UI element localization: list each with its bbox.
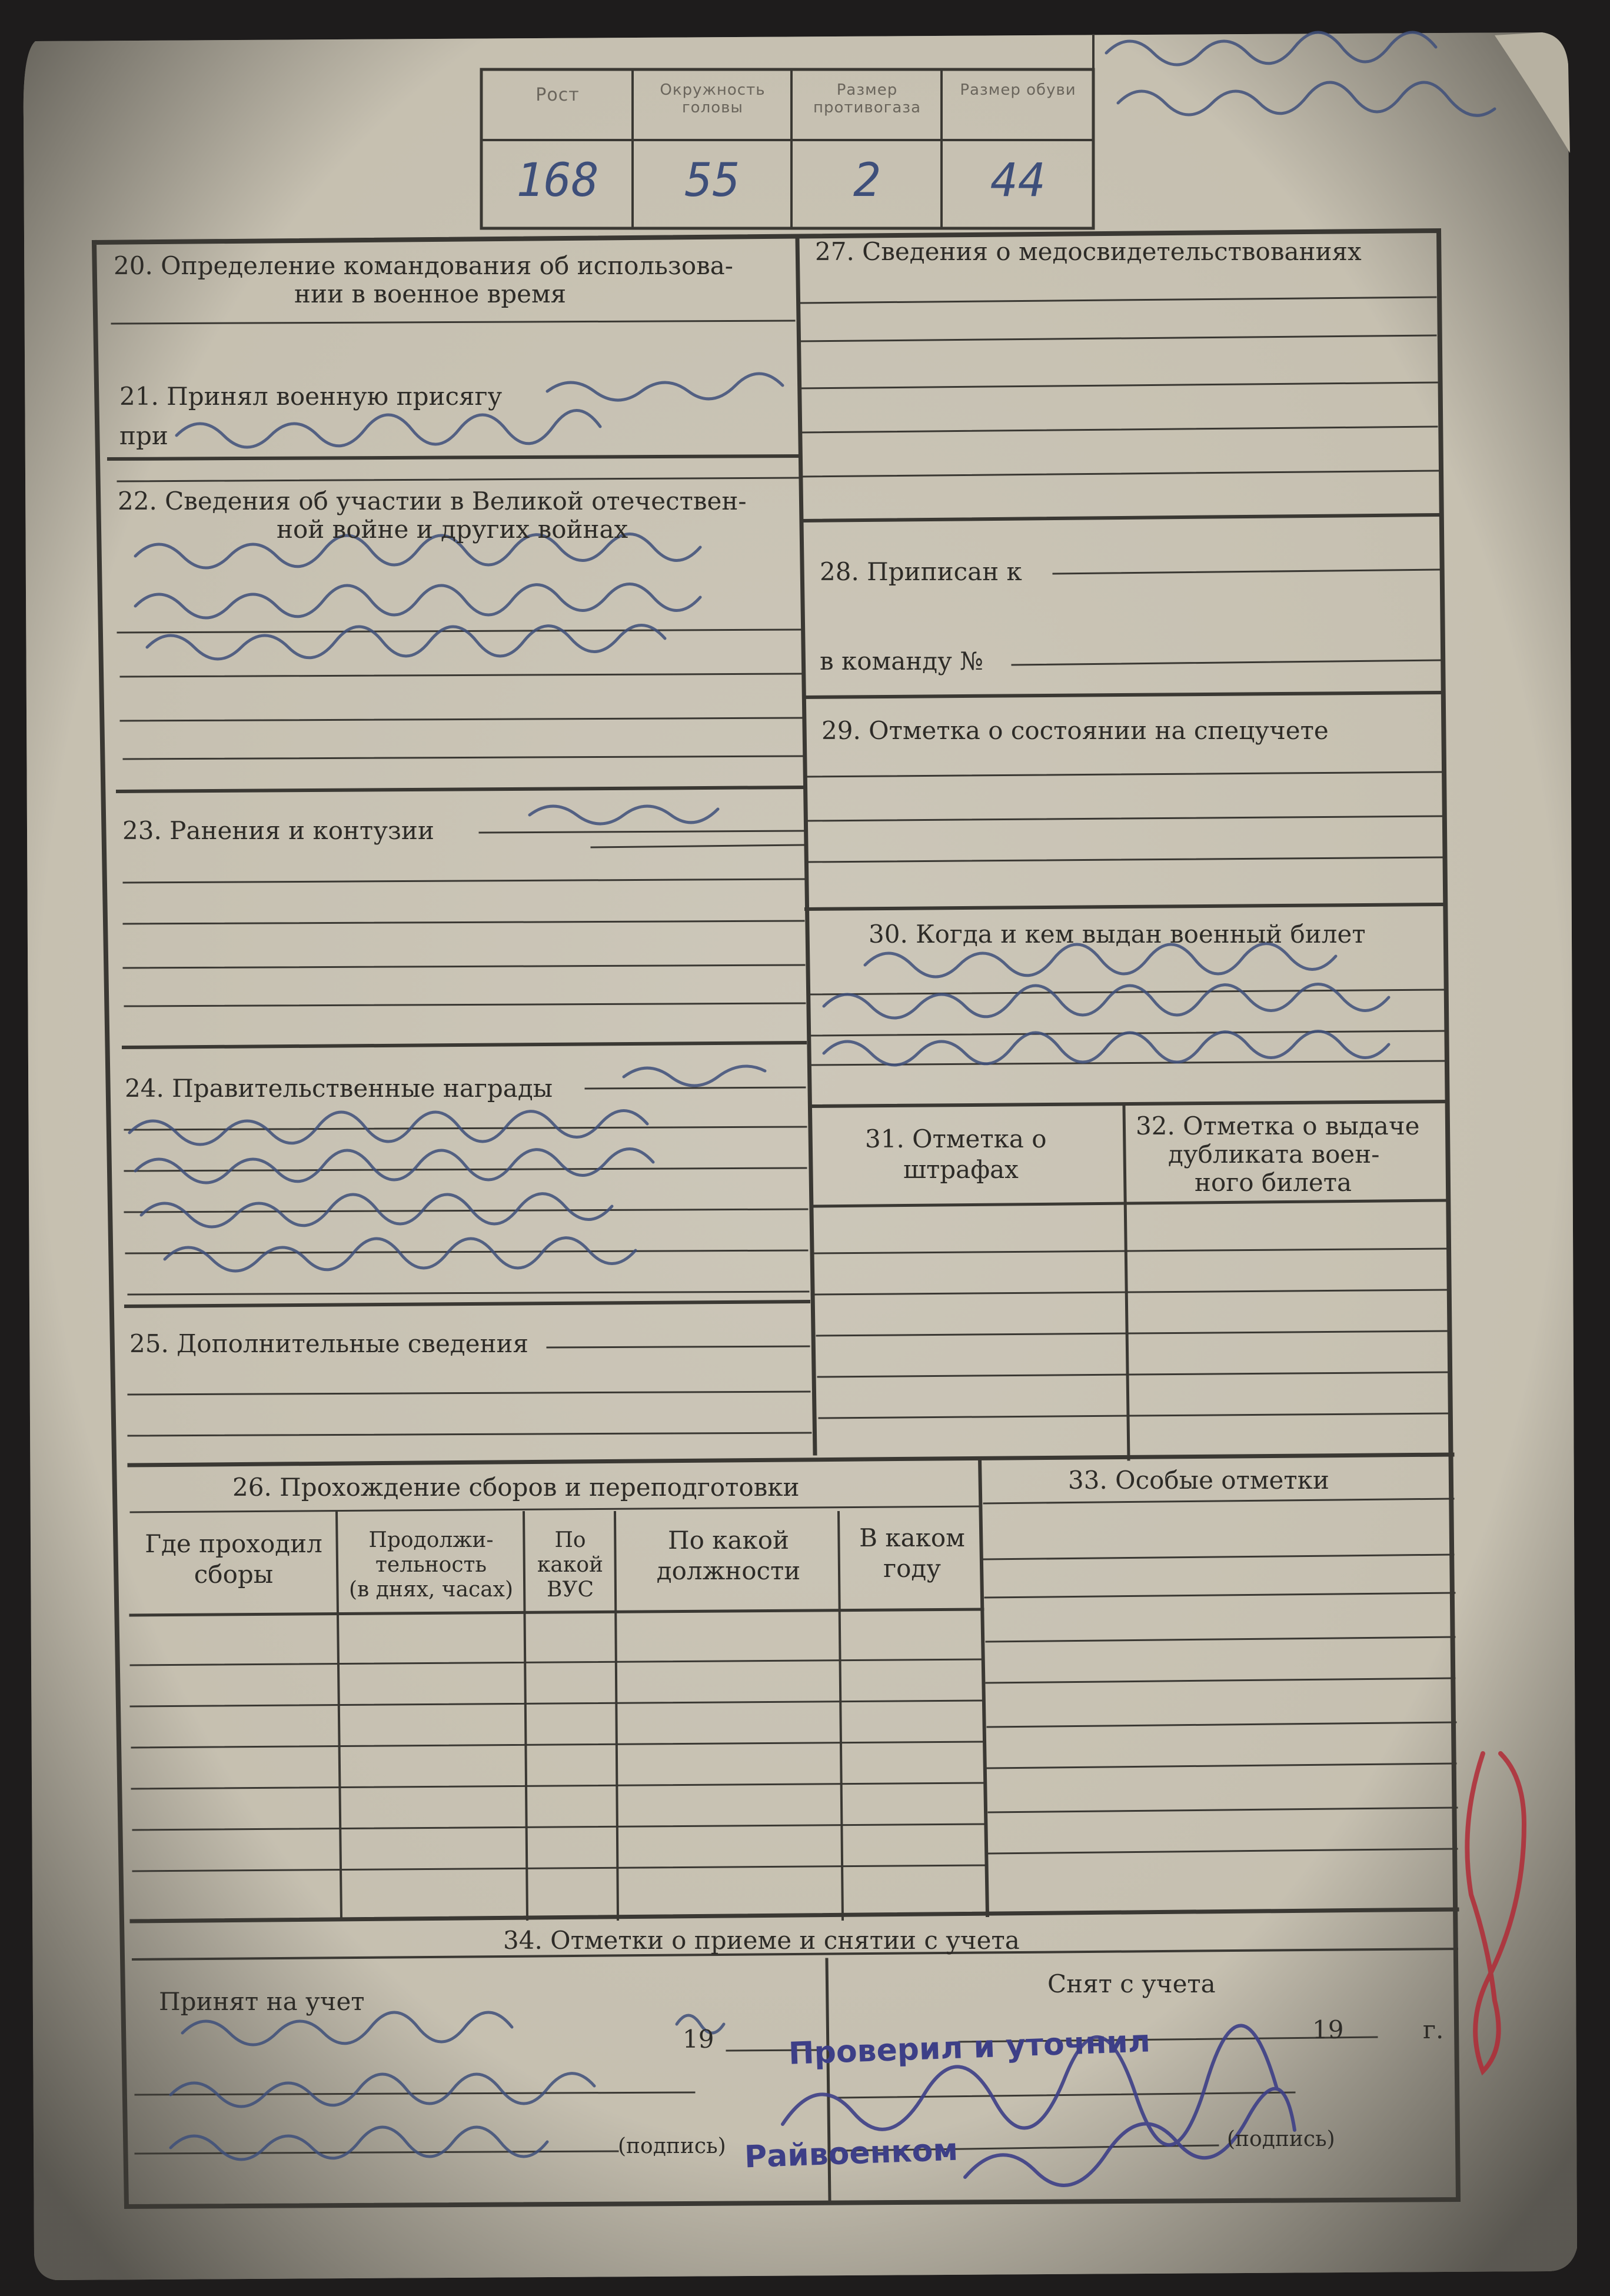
accepted-signature-caption: (подпись) bbox=[618, 2134, 726, 2158]
col-vus-b: какой bbox=[537, 1553, 604, 1577]
header-height: Рост bbox=[535, 85, 580, 105]
removed-signature-caption: (подпись) bbox=[1227, 2127, 1335, 2151]
header-head-circumference: Окружность головы bbox=[660, 81, 766, 117]
section-32-label: 32. Отметка о выдаче bbox=[1136, 1112, 1420, 1140]
section-31-label: 31. Отметка о bbox=[865, 1124, 1047, 1153]
section-20-label: 20. Определение командования об использова- bbox=[114, 251, 733, 280]
section-32-label-cont2: ного билета bbox=[1195, 1168, 1352, 1197]
section-21-label-cont: при bbox=[119, 421, 168, 450]
section-30-label: 30. Когда и кем выдан военный билет bbox=[869, 920, 1366, 949]
header-gasmask-size: Размер противогаза bbox=[813, 81, 922, 117]
section-22-label-cont: ной войне и других войнах bbox=[277, 515, 628, 544]
col-duration-b: тельность bbox=[375, 1553, 487, 1577]
col-duration-a: Продолжи- bbox=[368, 1528, 494, 1552]
removed-year-suffix: г. bbox=[1423, 2015, 1444, 2044]
verification-stamp-line1: Проверил и уточнил bbox=[788, 2024, 1151, 2072]
removed-year-prefix: 19 bbox=[1312, 2015, 1344, 2044]
col-position-a: По какой bbox=[667, 1526, 790, 1555]
section-33-label: 33. Особые отметки bbox=[1068, 1466, 1329, 1495]
col-vus-c: ВУС bbox=[546, 1578, 594, 1602]
verification-stamp-line2: Райвоенком bbox=[744, 2132, 959, 2175]
header-shoe-size: Размер обуви bbox=[960, 81, 1076, 99]
section-22-label: 22. Сведения об участии в Великой отечествен- bbox=[118, 487, 747, 515]
section-20-label-cont: нии в военное время bbox=[294, 279, 567, 308]
section-32-label-cont: дубликата воен- bbox=[1168, 1140, 1380, 1169]
value-head-circumference: 55 bbox=[685, 154, 740, 207]
col-where-a: Где проходил bbox=[145, 1529, 322, 1558]
accepted-label: Принят на учет bbox=[159, 1987, 365, 2016]
col-vus-a: По bbox=[554, 1528, 586, 1552]
col-year-a: В каком bbox=[859, 1523, 965, 1552]
section-21-label: 21. Принял военную присягу bbox=[119, 382, 503, 411]
value-gasmask-size: 2 bbox=[853, 154, 881, 207]
value-shoe-size: 44 bbox=[990, 154, 1046, 207]
removed-label: Снят с учета bbox=[1047, 1969, 1216, 1998]
section-25-label: 25. Дополнительные сведения bbox=[129, 1329, 529, 1358]
col-position-b: должности bbox=[656, 1556, 801, 1585]
col-where-b: сборы bbox=[194, 1560, 274, 1589]
section-29-label: 29. Отметка о состоянии на спецучете bbox=[821, 716, 1329, 745]
section-28-label: 28. Приписан к bbox=[820, 557, 1022, 586]
col-year-b: году bbox=[883, 1554, 941, 1583]
section-28-label-cont: в команду № bbox=[820, 647, 983, 676]
section-23-label: 23. Ранения и контузии bbox=[122, 816, 434, 845]
accepted-year-prefix: 19 bbox=[683, 2025, 714, 2054]
section-34-label: 34. Отметки о приеме и снятии с учета bbox=[503, 1926, 1020, 1955]
section-27-label: 27. Сведения о медосвидетельствованиях bbox=[815, 237, 1362, 266]
section-26-label: 26. Прохождение сборов и переподготовки bbox=[232, 1473, 800, 1502]
section-24-label: 24. Правительственные награды bbox=[125, 1074, 553, 1103]
col-duration-c: (в днях, часах) bbox=[348, 1578, 514, 1602]
section-31-label-cont: штрафах bbox=[903, 1155, 1019, 1184]
value-height: 168 bbox=[516, 154, 599, 207]
